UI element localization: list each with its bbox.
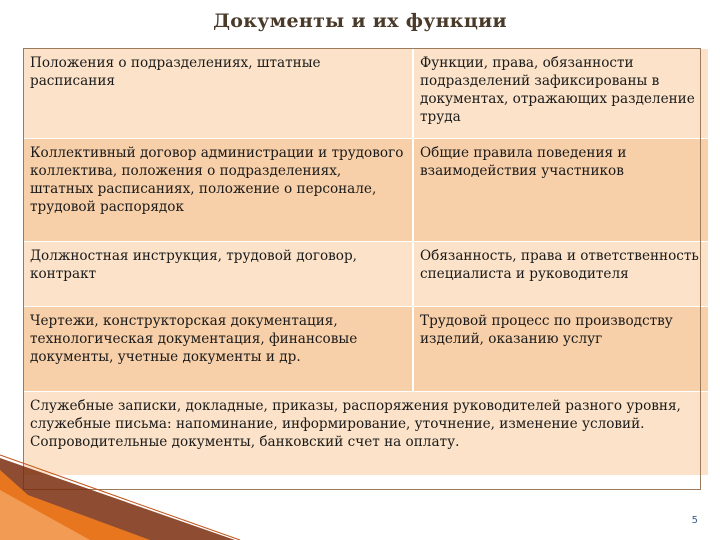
- table-row-full-width: [24, 392, 708, 476]
- slide-title: Документы и их функции: [213, 10, 507, 32]
- table-cell-functions: Обязанность, права и ответственность специалиста и руководителя: [413, 242, 708, 307]
- page-number: 5: [691, 515, 698, 526]
- corner-shape-orange: [0, 470, 150, 540]
- table-cell-functions: Трудовой процесс по производству изделий, оказанию услуг: [413, 307, 708, 392]
- table-row: [24, 49, 708, 139]
- table-cell-documents: Коллективный договор администрации и трудового коллектива, положения о подразделениях, штатных расписаниях, положение о персонале, трудовой распорядок: [24, 139, 413, 242]
- documents-table: [24, 49, 708, 476]
- table-cell-functions: Общие правила поведения и взаимодействия участников: [413, 139, 708, 242]
- table-cell-functions: Функции, права, обязанности подразделений зафиксированы в документах, отражающих разделение труда: [413, 49, 708, 139]
- table-cell-documents: Положения о подразделениях, штатные расписания: [24, 49, 413, 139]
- table-row: [24, 242, 708, 307]
- corner-shape-light: [0, 490, 90, 540]
- table-cell-documents: Должностная инструкция, трудовой договор, контракт: [24, 242, 413, 307]
- table-row: [24, 307, 708, 392]
- table-cell-full: Служебные записки, докладные, приказы, распоряжения руководителей разного уровня, служебные письма: напоминание, информирование, уточнение, изменение условий. Сопроводительные документы, банковский счет на оплату.: [24, 392, 708, 476]
- table-cell-documents: Чертежи, конструкторская документация, технологическая документация, финансовые документы, учетные документы и др.: [24, 307, 413, 392]
- table-row: [24, 139, 708, 242]
